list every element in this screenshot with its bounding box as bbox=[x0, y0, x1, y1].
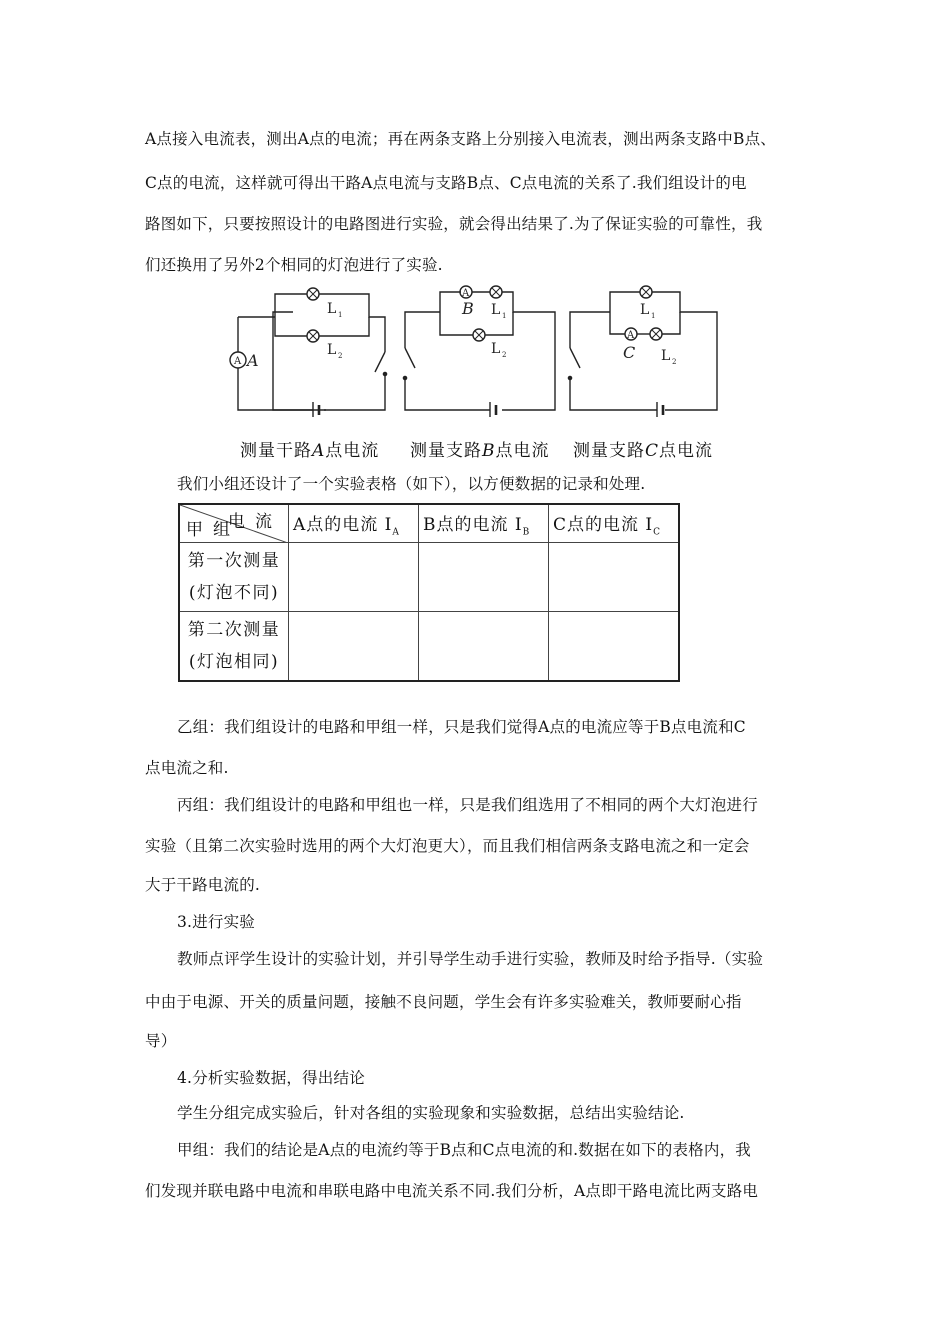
label-l1: L bbox=[327, 301, 337, 317]
table-corner-header: 电流 甲组 bbox=[179, 504, 289, 542]
caption-measure-a: 测量干路A点电流 bbox=[240, 441, 380, 461]
table-cell bbox=[419, 542, 549, 611]
row-header: 第二次测量 (灯泡相同) bbox=[179, 611, 289, 681]
text-line: 学生分组完成实验后，针对各组的实验现象和实验数据，总结出实验结论. bbox=[177, 1104, 685, 1122]
caption-measure-b: 测量支路B点电流 bbox=[410, 441, 550, 461]
svg-text:L: L bbox=[491, 302, 501, 318]
text-line: 实验（且第二次实验时选用的两个大灯泡更大），而且我们相信两条支路电流之和一定会 bbox=[145, 837, 750, 855]
ammeter-c-icon: A bbox=[627, 330, 635, 341]
column-header-b: B点的电流 $I_B$ bbox=[419, 504, 549, 542]
section-heading: 4.分析实验数据，得出结论 bbox=[177, 1069, 365, 1087]
circuit-diagrams bbox=[225, 282, 725, 417]
ammeter-a-icon: A bbox=[234, 356, 242, 367]
text-line: 大于干路电流的. bbox=[145, 876, 261, 894]
row-header: 第一次测量 (灯泡不同) bbox=[179, 542, 289, 611]
column-header-a: A点的电流 $I_A$ bbox=[289, 504, 419, 542]
table-row bbox=[179, 611, 679, 681]
column-header-c: C点的电流 $I_C$ bbox=[549, 504, 680, 542]
svg-text:L: L bbox=[491, 341, 501, 357]
svg-text:1: 1 bbox=[502, 312, 507, 320]
svg-text:1: 1 bbox=[338, 311, 343, 319]
circuit-measure-b bbox=[403, 286, 555, 417]
svg-text:2: 2 bbox=[502, 351, 507, 359]
text-line: 丙组：我们组设计的电路和甲组也一样，只是我们组选用了不相同的两个大灯泡进行 bbox=[177, 796, 758, 814]
text-line: A点接入电流表，测出A点的电流；再在两条支路上分别接入电流表，测出两条支路中B点、 bbox=[145, 130, 776, 148]
text-line: 中由于电源、开关的质量问题，接触不良问题，学生会有许多实验难关，教师要耐心指 bbox=[145, 993, 742, 1011]
table-cell bbox=[549, 542, 680, 611]
svg-text:1: 1 bbox=[651, 312, 656, 320]
caption-measure-c: 测量支路C点电流 bbox=[573, 441, 714, 461]
text-line: 路图如下，只要按照设计的电路图进行实验，就会得出结果了.为了保证实验的可靠性，我 bbox=[145, 215, 763, 233]
experiment-table bbox=[178, 503, 680, 682]
table-cell bbox=[549, 611, 680, 681]
text-line: C点的电流，这样就可得出干路A点电流与支路B点、C点电流的关系了.我们组设计的电 bbox=[145, 174, 747, 192]
table-cell bbox=[289, 542, 419, 611]
text-line: 们发现并联电路中电流和串联电路中电流关系不同.我们分析，A点即干路电流比两支路电 bbox=[145, 1182, 759, 1200]
table-cell bbox=[419, 611, 549, 681]
svg-text:L: L bbox=[640, 302, 650, 318]
text-line: 教师点评学生设计的实验计划，并引导学生动手进行实验，教师及时给予指导.（实验 bbox=[177, 950, 764, 968]
table-cell bbox=[289, 611, 419, 681]
text-line: 甲组：我们的结论是A点的电流约等于B点和C点电流的和.数据在如下的表格内，我 bbox=[177, 1141, 751, 1159]
table-row bbox=[179, 542, 679, 611]
label-b: B bbox=[462, 299, 474, 318]
section-heading: 3.进行实验 bbox=[177, 913, 255, 931]
ammeter-b-icon: A bbox=[462, 288, 470, 299]
label-l2: L bbox=[327, 342, 337, 358]
text-line: 点电流之和. bbox=[145, 759, 229, 777]
label-a: A bbox=[247, 351, 259, 370]
table-intro: 我们小组还设计了一个实验表格（如下），以方便数据的记录和处理. bbox=[177, 475, 646, 493]
text-line: 们还换用了另外2个相同的灯泡进行了实验. bbox=[145, 256, 443, 274]
svg-text:2: 2 bbox=[338, 352, 343, 360]
svg-text:L: L bbox=[661, 348, 671, 364]
text-line: 乙组：我们组设计的电路和甲组一样，只是我们觉得A点的电流应等于B点电流和C bbox=[177, 718, 746, 736]
svg-text:2: 2 bbox=[672, 358, 677, 366]
label-c: C bbox=[623, 343, 636, 362]
text-line: 导） bbox=[145, 1032, 177, 1050]
